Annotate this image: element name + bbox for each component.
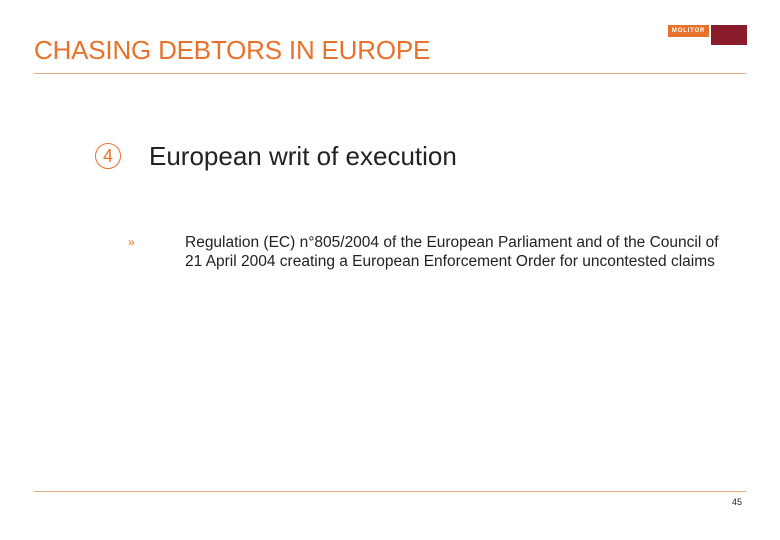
- page-number: 45: [731, 497, 742, 507]
- section-heading: [95, 139, 457, 173]
- molitor-logo: [668, 25, 747, 45]
- section-title: European writ of execution: [149, 140, 457, 171]
- footer-divider: [34, 491, 746, 492]
- section-number-badge: 4: [95, 143, 121, 169]
- logo-text: MOLITOR: [668, 25, 709, 37]
- logo-block: [711, 25, 747, 45]
- bullet-marker-icon: »: [128, 235, 135, 249]
- header-divider: [34, 73, 746, 74]
- list-item: [128, 233, 738, 271]
- bullet-text: Regulation (EC) n°805/2004 of the European Parliament and of the Council of 21 April 2004 creating a European Enforcement Order for uncontested claims: [185, 234, 719, 270]
- slide-title: CHASING DEBTORS IN EUROPE: [34, 35, 431, 65]
